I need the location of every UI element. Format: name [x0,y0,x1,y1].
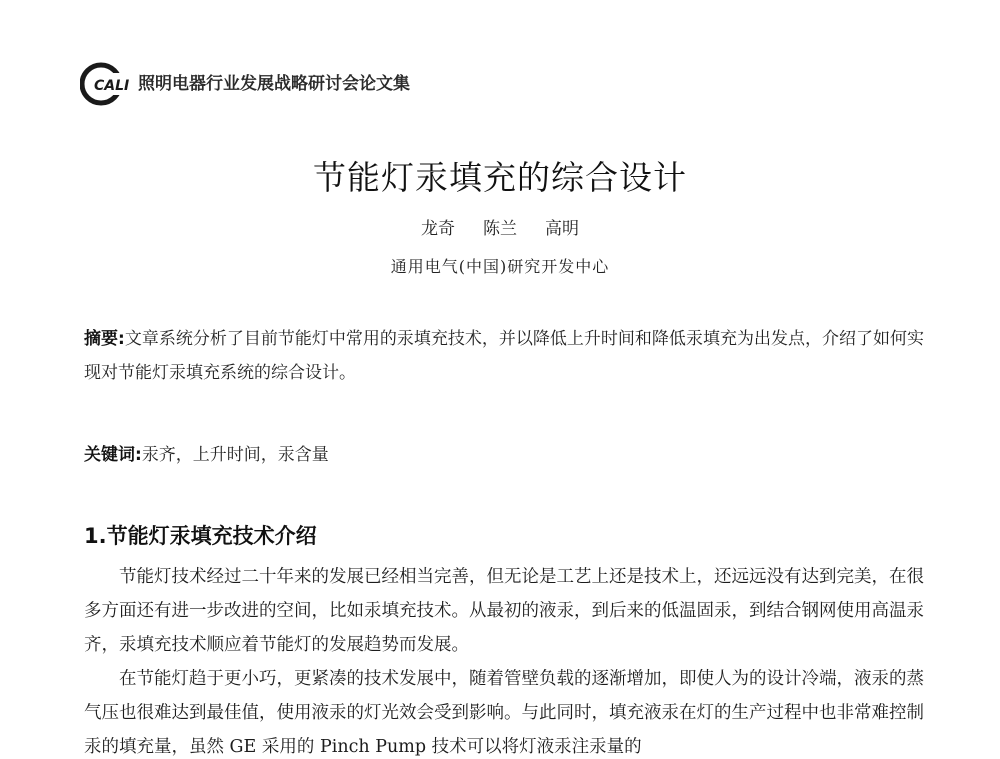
section-heading: 1.节能灯汞填充技术介绍 [84,524,317,548]
svg-text:CALI: CALI [94,78,130,94]
author-list [0,214,1000,239]
cali-logo [80,61,130,107]
body-paragraph: 节能灯技术经过二十年来的发展已经相当完善，但无论是工艺上还是技术上，还远远没有达到完美，在很多方面还有进一步改进的空间，比如汞填充技术。从最初的液汞，到后来的低温固汞，到结合钢网使用高温汞齐，汞填充技术顺应着节能灯的发展趋势而发展。 [84,567,924,655]
keywords [84,440,924,470]
abstract [84,322,924,390]
section-body [84,560,924,759]
author-name: 陈兰 [483,219,517,239]
author-affiliation: 通用电气(中国)研究开发中心 [390,257,610,276]
abstract-label: 摘要: [84,329,125,349]
keywords-label: 关键词: [84,445,142,465]
series-title: 照明电器行业发展战略研讨会论文集 [138,73,410,94]
author-name: 高明 [545,219,579,239]
paper-title: 节能灯汞填充的综合设计 [313,158,687,197]
page-header [80,60,410,108]
author-name: 龙奇 [421,219,455,239]
keywords-text: 汞齐，上升时间，汞含量 [141,445,329,465]
body-paragraph: 在节能灯趋于更小巧，更紧凑的技术发展中，随着管壁负载的逐渐增加，即使人为的设计冷端，液汞的蒸气压也很难达到最佳值，使用液汞的灯光效会受到影响。与此同时，填充液汞在灯的生产过程中也非常难控制汞的填充量，虽然 GE 采用的 Pinch Pump 技术可以将灯液汞注汞量的 [84,669,924,757]
abstract-text: 文章系统分析了目前节能灯中常用的汞填充技术，并以降低上升时间和降低汞填充为出发点，介绍了如何实现对节能灯汞填充系统的综合设计。 [84,329,924,383]
